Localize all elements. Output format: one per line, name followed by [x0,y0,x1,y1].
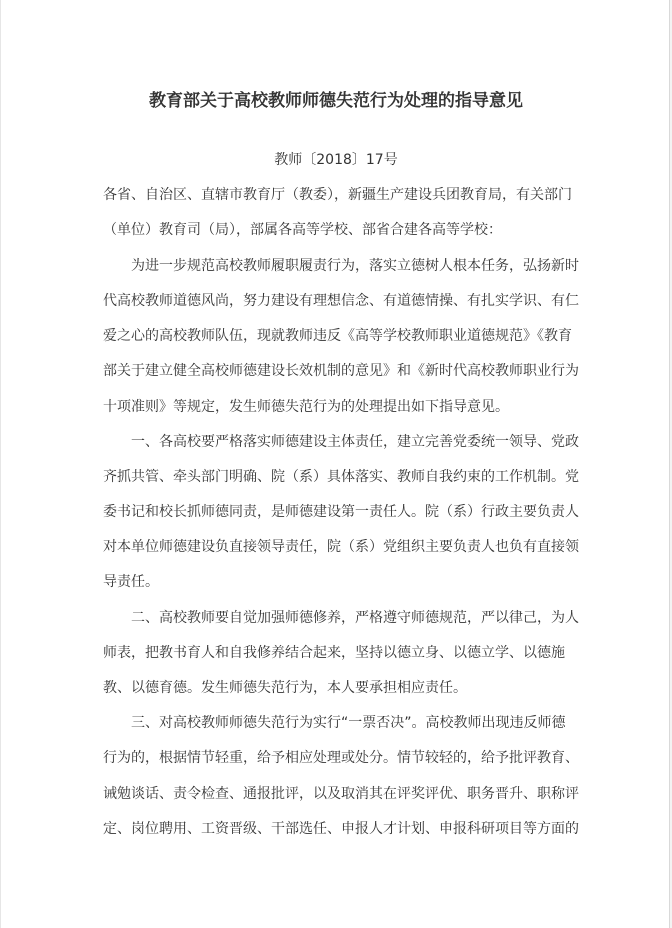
paragraph-intro-line-5: 十项准则》等规定，发生师德失范行为的处理提出如下指导意见。 [103,399,509,415]
paragraph-two-line-3: 教、以德育德。发生师德失范行为，本人要承担相应责任。 [103,680,467,696]
paragraph-addressee-line-1: 各省、自治区、直辖市教育厅（教委），新疆生产建设兵团教育局，有关部门 [103,187,572,203]
paragraph-one-line-3: 委书记和校长抓师德同责，是师德建设第一责任人。院（系）行政主要负责人 [103,504,579,520]
paragraph-three-line-4: 定、岗位聘用、工资晋级、干部选任、申报人才计划、申报科研项目等方面的 [103,821,579,837]
paragraph-three-line-1: 三、对高校教师师德失范行为实行“一票否决”。高校教师出现违反师德 [131,715,566,731]
paragraph-intro-line-3: 爱之心的高校教师队伍，现就教师违反《高等学校教师职业道德规范》《教育 [103,328,572,344]
paragraph-one-line-5: 导责任。 [103,574,159,590]
paragraph-intro-line-2: 代高校教师道德风尚，努力建设有理想信念、有道德情操、有扎实学识、有仁 [103,293,579,309]
paragraph-three-line-3: 诫勉谈话、责令检查、通报批评，以及取消其在评奖评优、职务晋升、职称评 [103,786,579,802]
paragraph-intro-line-1: 为进一步规范高校教师履职履责行为，落实立德树人根本任务，弘扬新时 [131,258,579,274]
paragraph-two-line-1: 二、高校教师要自觉加强师德修养，严格遵守师德规范，严以律己，为人 [131,610,579,626]
paragraph-two-line-2: 师表，把教书育人和自我修养结合起来，坚持以德立身、以德立学、以德施 [103,645,565,661]
paragraph-one-line-2: 齐抓共管、牵头部门明确、院（系）具体落实、教师自我约束的工作机制。党 [103,469,579,485]
paragraph-addressee-line-2: （单位）教育司（局），部属各高等学校、部省合建各高等学校： [103,222,502,238]
paragraph-one-line-4: 对本单位师德建设负直接领导责任，院（系）党组织主要负责人也负有直接领 [103,539,579,555]
document-title: 教育部关于高校教师师德失范行为处理的指导意见 [149,91,523,111]
document-number: 教师〔2018〕17号 [274,152,398,168]
paragraph-intro-line-4: 部关于建立健全高校师德建设长效机制的意见》和《新时代高校教师职业行为 [103,363,579,379]
paragraph-three-line-2: 行为的，根据情节轻重，给予相应处理或处分。情节较轻的，给予批评教育、 [103,750,579,766]
paragraph-one-line-1: 一、各高校要严格落实师德建设主体责任，建立完善党委统一领导、党政 [131,434,579,450]
